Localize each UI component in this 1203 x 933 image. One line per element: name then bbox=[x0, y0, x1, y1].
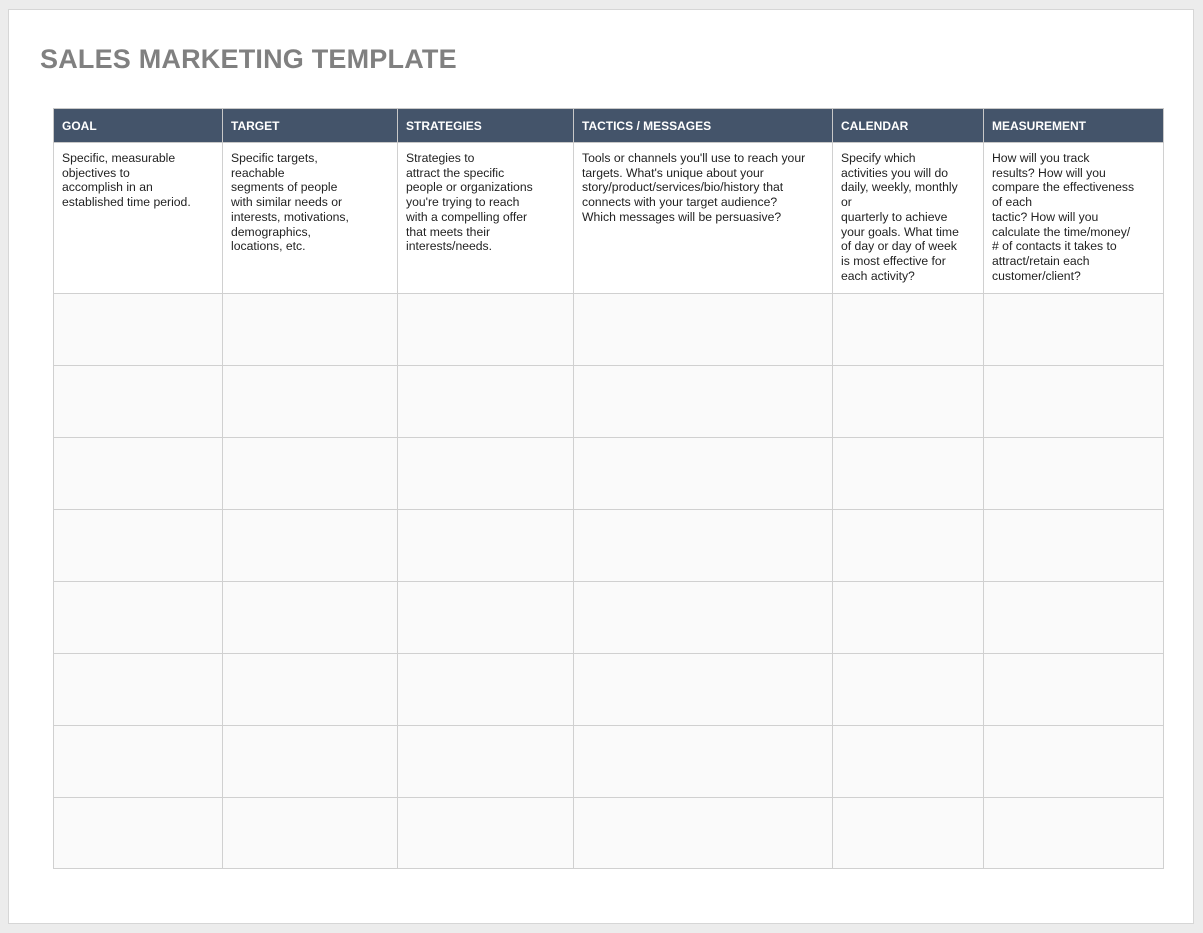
table-cell-tactics-messages[interactable] bbox=[574, 726, 833, 798]
table-cell-strategies[interactable] bbox=[398, 510, 574, 582]
table-cell-calendar[interactable] bbox=[833, 798, 984, 869]
table-cell-goal[interactable] bbox=[54, 294, 223, 366]
table-cell-goal[interactable] bbox=[54, 582, 223, 654]
column-header-strategies: STRATEGIES bbox=[398, 109, 574, 143]
table-cell-calendar[interactable] bbox=[833, 294, 984, 366]
table-cell-strategies[interactable] bbox=[398, 654, 574, 726]
description-row bbox=[54, 143, 1164, 294]
target-description: Specific targets, reachable segments of people with similar needs or interests, motivations, demographics, locations, etc. bbox=[223, 143, 398, 294]
table-header-row bbox=[54, 109, 1164, 143]
table-row bbox=[54, 438, 1164, 510]
table-cell-tactics-messages[interactable] bbox=[574, 798, 833, 869]
table-cell-calendar[interactable] bbox=[833, 582, 984, 654]
column-header-measurement: MEASUREMENT bbox=[984, 109, 1164, 143]
table-row bbox=[54, 582, 1164, 654]
table-row bbox=[54, 798, 1164, 869]
table-cell-tactics-messages[interactable] bbox=[574, 438, 833, 510]
table-cell-target[interactable] bbox=[223, 510, 398, 582]
table-cell-strategies[interactable] bbox=[398, 438, 574, 510]
table-cell-calendar[interactable] bbox=[833, 366, 984, 438]
table-cell-measurement[interactable] bbox=[984, 726, 1164, 798]
table-cell-measurement[interactable] bbox=[984, 366, 1164, 438]
calendar-description: Specify which activities you will do daily, weekly, monthly or quarterly to achieve your goals. What time of day or day of week is most effective for each activity? bbox=[833, 143, 984, 294]
table-cell-strategies[interactable] bbox=[398, 726, 574, 798]
table-cell-target[interactable] bbox=[223, 798, 398, 869]
sales-marketing-table bbox=[53, 108, 1164, 869]
table-cell-tactics-messages[interactable] bbox=[574, 582, 833, 654]
table-cell-target[interactable] bbox=[223, 366, 398, 438]
table-cell-target[interactable] bbox=[223, 438, 398, 510]
tactics-messages-description: Tools or channels you'll use to reach your targets. What's unique about your story/product/services/bio/history that connects with your target audience? Which messages will be persuasive? bbox=[574, 143, 833, 294]
table-cell-target[interactable] bbox=[223, 582, 398, 654]
table-row bbox=[54, 366, 1164, 438]
table-row bbox=[54, 726, 1164, 798]
table-cell-tactics-messages[interactable] bbox=[574, 294, 833, 366]
strategies-description: Strategies to attract the specific people or organizations you're trying to reach with a compelling offer that meets their interests/needs. bbox=[398, 143, 574, 294]
column-header-tactics-messages: TACTICS / MESSAGES bbox=[574, 109, 833, 143]
table-cell-goal[interactable] bbox=[54, 654, 223, 726]
goal-description: Specific, measurable objectives to accomplish in an established time period. bbox=[54, 143, 223, 294]
table-cell-strategies[interactable] bbox=[398, 294, 574, 366]
table-cell-measurement[interactable] bbox=[984, 798, 1164, 869]
table-cell-tactics-messages[interactable] bbox=[574, 510, 833, 582]
table-cell-goal[interactable] bbox=[54, 798, 223, 869]
column-header-calendar: CALENDAR bbox=[833, 109, 984, 143]
column-header-target: TARGET bbox=[223, 109, 398, 143]
table-cell-tactics-messages[interactable] bbox=[574, 654, 833, 726]
table-cell-strategies[interactable] bbox=[398, 582, 574, 654]
measurement-description: How will you track results? How will you compare the effectiveness of each tactic? How will you calculate the time/money/ # of contacts it takes to attract/retain each customer/client? bbox=[984, 143, 1164, 294]
table-row bbox=[54, 294, 1164, 366]
table-cell-goal[interactable] bbox=[54, 438, 223, 510]
table-row bbox=[54, 510, 1164, 582]
table-cell-target[interactable] bbox=[223, 294, 398, 366]
document-page bbox=[8, 9, 1194, 924]
table-cell-measurement[interactable] bbox=[984, 294, 1164, 366]
column-header-goal: GOAL bbox=[54, 109, 223, 143]
table-cell-measurement[interactable] bbox=[984, 510, 1164, 582]
table-cell-target[interactable] bbox=[223, 726, 398, 798]
table-cell-tactics-messages[interactable] bbox=[574, 366, 833, 438]
table-row bbox=[54, 654, 1164, 726]
table-cell-measurement[interactable] bbox=[984, 654, 1164, 726]
page-title: SALES MARKETING TEMPLATE bbox=[40, 44, 457, 74]
table-cell-calendar[interactable] bbox=[833, 654, 984, 726]
table-cell-goal[interactable] bbox=[54, 366, 223, 438]
table-cell-target[interactable] bbox=[223, 654, 398, 726]
table-cell-strategies[interactable] bbox=[398, 366, 574, 438]
table-cell-strategies[interactable] bbox=[398, 798, 574, 869]
table-cell-measurement[interactable] bbox=[984, 438, 1164, 510]
table-cell-measurement[interactable] bbox=[984, 582, 1164, 654]
table-cell-goal[interactable] bbox=[54, 726, 223, 798]
table-cell-calendar[interactable] bbox=[833, 510, 984, 582]
table-cell-calendar[interactable] bbox=[833, 438, 984, 510]
table-cell-calendar[interactable] bbox=[833, 726, 984, 798]
table-cell-goal[interactable] bbox=[54, 510, 223, 582]
